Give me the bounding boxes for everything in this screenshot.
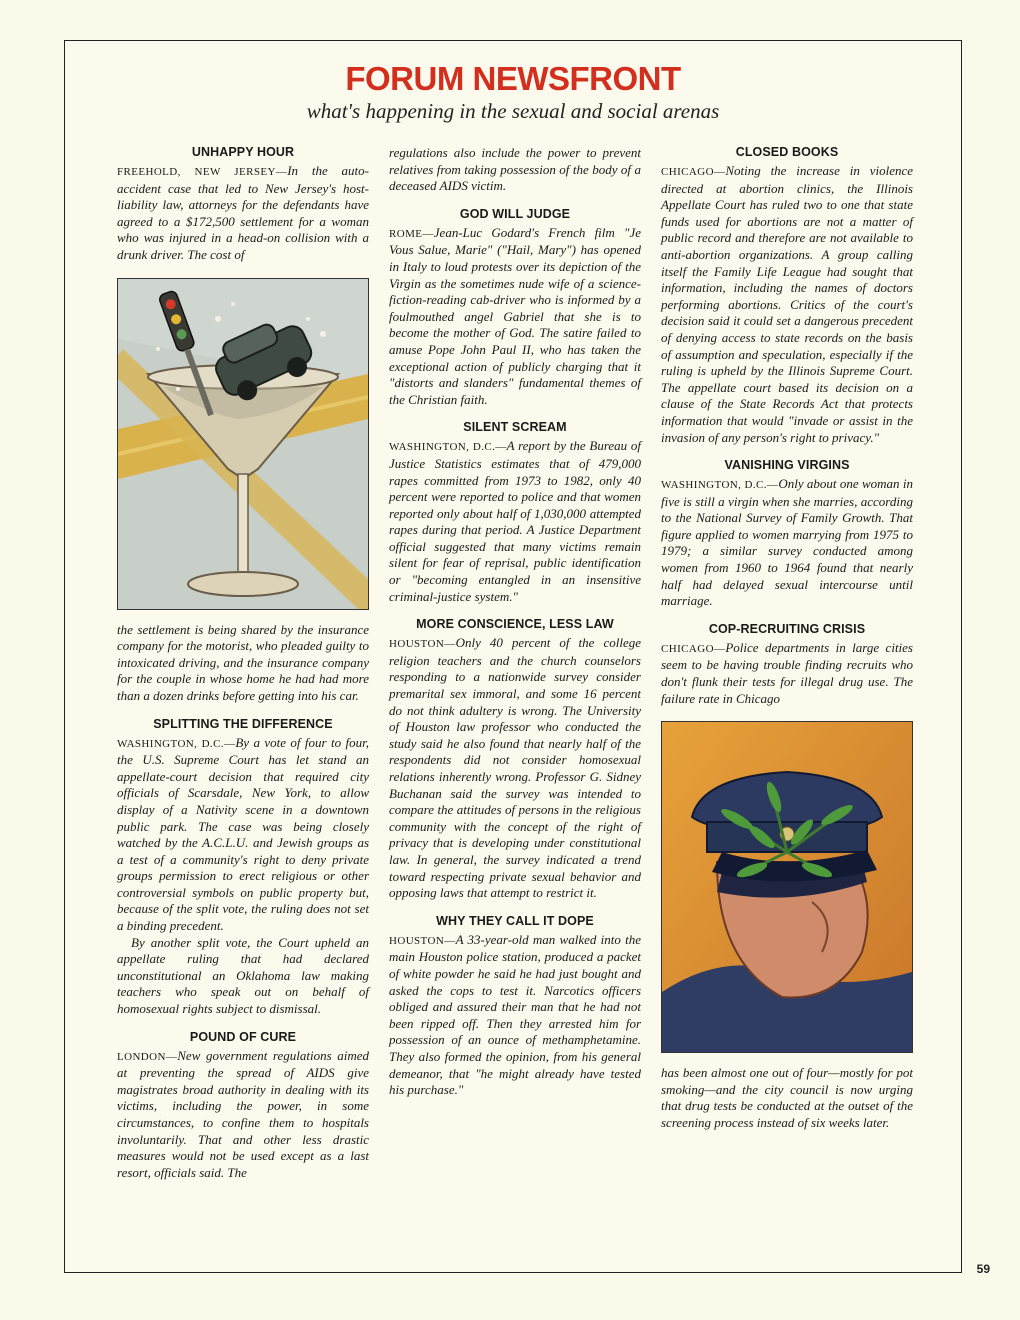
dateline: FREEHOLD, NEW JERSEY— bbox=[117, 166, 288, 178]
dateline: LONDON— bbox=[117, 1050, 178, 1063]
dateline: HOUSTON— bbox=[389, 638, 456, 651]
article-splitting bbox=[117, 735, 369, 935]
headline-splitting: SPLITTING THE DIFFERENCE bbox=[153, 716, 333, 731]
article-vanishing-virgins bbox=[661, 476, 913, 610]
article-cop-crisis-continued: has been almost one out of four—mostly for pot smoking—and the city council is now urging that drug tests be conducted at the outset of the screening process instead of six weeks later. bbox=[661, 1065, 913, 1130]
dateline: CHICAGO— bbox=[661, 642, 726, 655]
page-subtitle: what's happening in the sexual and social arenas bbox=[306, 99, 720, 123]
article-text: Jean-Luc Godard's French film "Je Vous Salue, Marie" ("Hail, Mary") has opened in Italy to loud protests over its depiction of the Virgin as the sometimes nude wife of a science-fiction-reading cab-driver who is informed by a foulmouthed angel Gabriel that she is to become the mother of God. The satire failed to amuse Pope John Paul II, who has taken the exceptional action of publicly charging that it "distorts and slanders" fundamental themes of the Christian faith. bbox=[389, 224, 641, 407]
dateline: WASHINGTON, D.C.— bbox=[389, 441, 507, 454]
police-officer-icon bbox=[662, 722, 912, 1052]
article-frame bbox=[64, 40, 962, 1273]
article-text: Only 40 percent of the college religion teachers and the church counselors responding to a nationwide survey consider premarital sex immoral, and some 16 percent do not think adultery is wrong. The University of Houston law professor who conducted the study said he also found that nearly half of the respondents did not consider homosexual relations inherently wrong. Professor G. Sidney Buchanan said the survey was intended to compare the attitudes of persons in the religious community with the concept of the right of privacy that is developing under constitutional law. In general, the survey indicated a trend toward respecting private sexual behavior and opposing laws that attempt to restrict it. bbox=[389, 635, 641, 901]
article-god-will-judge bbox=[389, 225, 641, 409]
masthead bbox=[65, 61, 961, 123]
article-closed-books bbox=[661, 163, 913, 446]
headline-dope: WHY THEY CALL IT DOPE bbox=[436, 913, 594, 928]
column-left bbox=[117, 145, 369, 1181]
article-pound-of-cure-continued: regulations also include the power to prevent relatives from taking possession of the body of a deceased AIDS victim. bbox=[389, 145, 641, 194]
article-text: In the auto-accident case that led to New Jersey's host-liability law, attorneys for the defendants have agreed to a $172,500 settlement for a woman who was injured in a head-on collision with a drunk driver. The cost of bbox=[117, 163, 369, 262]
article-text: New government regulations aimed at preventing the spread of AIDS give magistrates broad authority in dealing with its victims, including the power, in some circumstances, to confine them to hospitals involuntarily. That and other less drastic measures would not be used except as a last resort, officials said. The bbox=[117, 1047, 369, 1180]
page-title: FORUM NEWSFRONT bbox=[345, 60, 681, 97]
dateline: ROME— bbox=[389, 227, 434, 240]
headline-silent-scream: SILENT SCREAM bbox=[463, 420, 567, 435]
column-right bbox=[661, 145, 913, 1132]
article-unhappy-hour bbox=[117, 163, 369, 264]
article-silent-scream bbox=[389, 438, 641, 605]
dateline: HOUSTON— bbox=[389, 934, 456, 947]
article-text: Police departments in large cities seem to be having trouble finding recruits who don't flunk their tests for illegal drug use. The failure rate in Chicago bbox=[661, 639, 913, 706]
article-text: Only about one woman in five is still a virgin when she marries, according to the National Survey of Family Growth. That figure applied to women marrying from 1975 to 1979; a similar survey conducted among women from 1960 to 1964 found that nearly half had delayed sexual intercourse until marriage. bbox=[661, 476, 913, 609]
dateline: WASHINGTON, D.C.— bbox=[661, 479, 779, 492]
article-unhappy-hour-continued: the settlement is being shared by the insurance company for the motorist, who pleaded guilty to intoxicated driving, and the insurance company for the couple in whose home he had had more than a dozen drinks before getting into his car. bbox=[117, 621, 369, 703]
article-more-conscience bbox=[389, 635, 641, 902]
article-cop-crisis bbox=[661, 640, 913, 707]
headline-more-conscience: MORE CONSCIENCE, LESS LAW bbox=[416, 617, 614, 632]
article-text: A report by the Bureau of Justice Statistics estimates that of 479,000 rapes committed from 1973 to 1982, only 40 percent were reported to police and that women reported only about half of 1,030,000 attempted rapes during that period. A Justice Department official suggested that many victims remain silent for fear of reprisal, public identification or "becoming entangled in an insensitive criminal-justice system." bbox=[389, 438, 641, 604]
headline-vanishing-virgins: VANISHING VIRGINS bbox=[724, 458, 850, 473]
cop-illustration bbox=[661, 721, 913, 1053]
article-text: Noting the increase in violence directed at abortion clinics, the Illinois Appellate Court has ruled two to one that state funds used for abortions are not a matter of public record and therefore are not available to anti-abortion organizations. A group calling itself the Family Life League had sought that information, including the names of doctors performing abortions. Critics of the court's decision said it could set a dangerous precedent of denying access to state records on the basis of assumption and speculation, especially if the ruling is upheld by the Illinois Supreme Court. The appellate court based its decision on a clause of the State Records Act that protects information that would "invade or assist in the invasion of any person's right to privacy." bbox=[661, 163, 913, 445]
article-text: By a vote of four to four, the U.S. Supreme Court has let stand an appellate-court decision that required city officials of Scarsdale, New York, to allow display of a Nativity scene in a downtown public park. The case was being closely watched by the A.C.L.U. and Jewish groups as a test of a community's right to deny private groups permission to erect religious or other controversial symbols on public property but, because of the split vote, the ruling does not set a binding precedent. bbox=[117, 734, 369, 934]
page-number: 59 bbox=[976, 1262, 990, 1276]
dateline: WASHINGTON, D.C.— bbox=[117, 737, 236, 750]
article-pound-of-cure bbox=[117, 1048, 369, 1182]
martini-car-icon bbox=[118, 279, 368, 609]
headline-pound-of-cure: POUND OF CURE bbox=[189, 1029, 297, 1044]
martini-illustration bbox=[117, 278, 369, 610]
headline-god-will-judge: GOD WILL JUDGE bbox=[459, 206, 571, 221]
article-dope bbox=[389, 932, 641, 1099]
headline-unhappy-hour: UNHAPPY HOUR bbox=[191, 145, 295, 159]
headline-cop-crisis: COP-RECRUITING CRISIS bbox=[708, 621, 866, 636]
article-splitting-2: By another split vote, the Court upheld an appellate ruling that had declared unconstitutional an Oklahoma law making teachers who speak out on behalf of homosexual rights subject to dismissal. bbox=[117, 934, 369, 1017]
dateline: CHICAGO— bbox=[661, 166, 726, 178]
column-middle bbox=[389, 145, 641, 1099]
article-text: A 33-year-old man walked into the main Houston police station, produced a packet of white powder he said he had just bought and asked the cops to test it. Narcotics officers obliged and assured their man that he had not been ripped off. Then they arrested him for possession of an ounce of methamphetamine. They also formed the opinion, from his general demeanor, that "he might already have tested his purchase." bbox=[389, 931, 641, 1098]
headline-closed-books: CLOSED BOOKS bbox=[735, 145, 839, 159]
